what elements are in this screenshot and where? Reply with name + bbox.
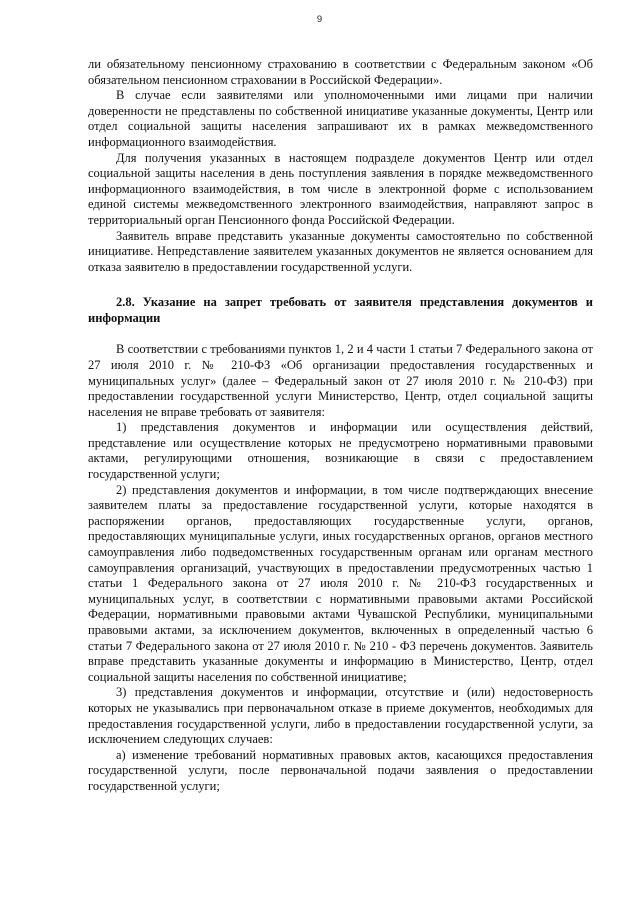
list-item-3a: а) изменение требований нормативных правовых актов, касающихся предоставления государственной услуги, после первоначальной подачи заявления о предоставлении государственной услуги; xyxy=(88,747,593,793)
paragraph-applicant-right: Заявитель вправе представить указанные документы самостоятельно по собственной инициативе. Непредставление заявителем указанных документов не является основанием для отказа заявителю в предоставлении государственной услуги. xyxy=(88,228,593,274)
paragraph-requirements-intro: В соответствии с требованиями пунктов 1, 2 и 4 части 1 статьи 7 Федерального закона от 27 июля 2010 г. № 210-ФЗ «Об организации предоставления государственных и муниципальных услуг» (далее – Федеральный закон от 27 июля 2010 г. № 210-ФЗ) при предоставлении государственной услуги Министерство, Центр, отдел социальной защиты населения не вправе требовать от заявителя: xyxy=(88,342,593,419)
paragraph-continuation: ли обязательному пенсионному страхованию в соответствии с Федеральным законом «Об обязательном пенсионном страховании в Российской Федерации». xyxy=(88,57,593,87)
paragraph-request-info: В случае если заявителями или уполномоченными ими лицами при наличии доверенности не представлены по собственной инициативе указанные документы, Центр или отдел социальной защиты населения запрашивают их в рамках межведомственного информационного взаимодействия. xyxy=(88,88,593,149)
document-body xyxy=(88,57,593,795)
paragraph-interagency-request: Для получения указанных в настоящем подразделе документов Центр или отдел социальной защиты населения в день поступления заявления в порядке межведомственного информационного взаимодействия, в том числе в электронной форме с использованием единой системы межведомственного электронного взаимодействия, направляют запрос в территориальный орган Пенсионного фонда Российской Федерации. xyxy=(88,150,593,227)
page-number: 9 xyxy=(316,14,323,25)
list-item-2: 2) представления документов и информации, в том числе подтверждающих внесение заявителем платы за предоставление государственной услуги, которые находятся в распоряжении органов, предоставляющих государственные услуги, органов, предоставляющих муниципальные услуги, иных государственных органов, органов местного самоуправления либо подведомственных государственным органам или органам местного самоуправления организаций, участвующих в предоставлении предусмотренных частью 1 статьи 1 Федерального закона от 27 июля 2010 г. № 210-ФЗ государственных и муниципальных услуг, в соответствии с нормативными правовыми актами Российской Федерации, нормативными правовыми актами Чувашской Республики, муниципальными правовыми актами, за исключением документов, включенных в определенный частью 6 статьи 7 Федерального закона от 27 июля 2010 г. № 210 - ФЗ перечень документов. Заявитель вправе представить указанные документы и информацию в Министерство, Центр, отдел социальной защиты населения по собственной инициативе; xyxy=(88,482,593,684)
section-heading: 2.8. Указание на запрет требовать от заявителя представления документов и информации xyxy=(88,295,593,326)
list-item-1: 1) представления документов и информации или осуществления действий, представление или осуществление которых не предусмотрено нормативными правовыми актами, регулирующими отношения, возникающие в связи с предоставлением государственной услуги; xyxy=(88,420,593,482)
list-item-3: 3) представления документов и информации, отсутствие и (или) недостоверность которых не указывались при первоначальном отказе в приеме документов, необходимых для предоставления государственной услуги, либо в предоставлении государственной услуги, за исключением следующих случаев: xyxy=(88,685,593,747)
